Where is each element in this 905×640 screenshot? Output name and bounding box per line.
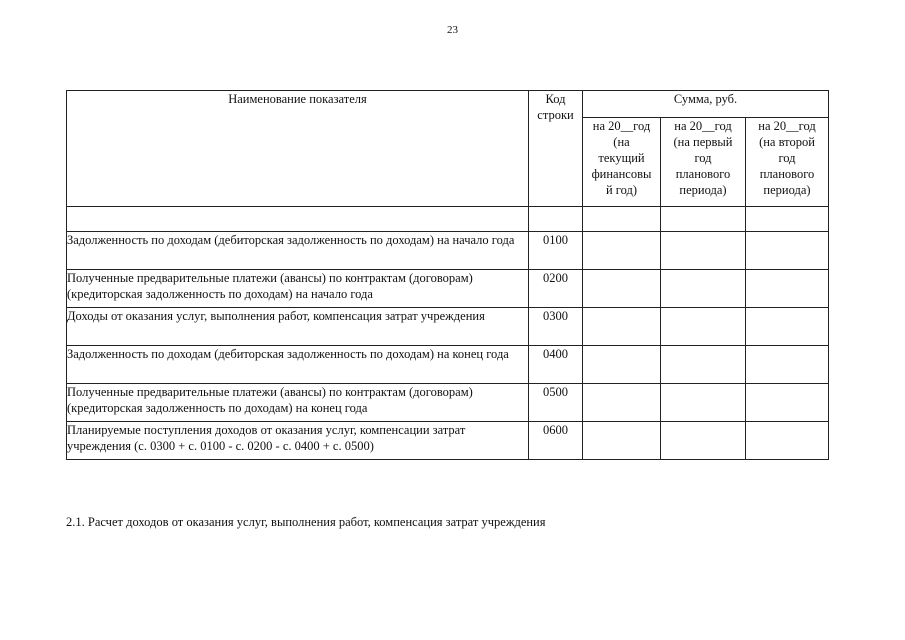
value-cell[interactable] [661,270,746,308]
table-row [67,308,829,346]
row-code: 0600 [529,422,583,460]
row-name: Полученные предварительные платежи (авансы) по контрактам (договорам) (кредиторская задолженность по доходам) на конец года [67,384,529,422]
table-row [67,346,829,384]
table-row [67,270,829,308]
income-table [66,90,829,460]
value-cell[interactable] [746,308,829,346]
value-cell[interactable] [583,384,661,422]
column-number [67,207,529,232]
value-cell[interactable] [746,270,829,308]
value-cell[interactable] [583,422,661,460]
subsection-title: 2.1. Расчет доходов от оказания услуг, выполнения работ, компенсация затрат учреждения [66,515,546,529]
row-code: 0200 [529,270,583,308]
row-code: 0300 [529,308,583,346]
column-number [746,207,829,232]
value-cell[interactable] [746,232,829,270]
table-row [67,422,829,460]
column-number-row [67,207,829,232]
header-row-code: Код строки [529,91,583,207]
page-number: 23 [447,24,458,36]
value-cell[interactable] [583,308,661,346]
header-period-first-plan: на 20__год (на первый год планового периода) [661,118,746,207]
row-name: Задолженность по доходам (дебиторская задолженность по доходам) на начало года [67,232,529,270]
row-code: 0400 [529,346,583,384]
value-cell[interactable] [583,346,661,384]
value-cell[interactable] [661,384,746,422]
value-cell[interactable] [661,308,746,346]
row-name: Доходы от оказания услуг, выполнения работ, компенсация затрат учреждения [67,308,529,346]
row-code: 0500 [529,384,583,422]
row-name: Полученные предварительные платежи (авансы) по контрактам (договорам) (кредиторская задолженность по доходам) на начало года [67,270,529,308]
value-cell[interactable] [583,232,661,270]
column-number [529,207,583,232]
value-cell[interactable] [746,384,829,422]
value-cell[interactable] [661,232,746,270]
row-name: Планируемые поступления доходов от оказания услуг, компенсации затрат учреждения (с. 0300 + с. 0100 - с. 0200 - с. 0400 + с. 0500) [67,422,529,460]
value-cell[interactable] [583,270,661,308]
value-cell[interactable] [746,422,829,460]
value-cell[interactable] [661,346,746,384]
column-number [583,207,661,232]
header-sum: Сумма, руб. [583,91,829,118]
row-code: 0100 [529,232,583,270]
header-period-second-plan: на 20__год (на второй год планового периода) [746,118,829,207]
column-number [661,207,746,232]
header-period-current: на 20__год (на текущий финансовы й год) [583,118,661,207]
value-cell[interactable] [746,346,829,384]
table-row [67,384,829,422]
header-indicator-name: Наименование показателя [67,91,529,207]
row-name: Задолженность по доходам (дебиторская задолженность по доходам) на конец года [67,346,529,384]
value-cell[interactable] [661,422,746,460]
table-row [67,232,829,270]
